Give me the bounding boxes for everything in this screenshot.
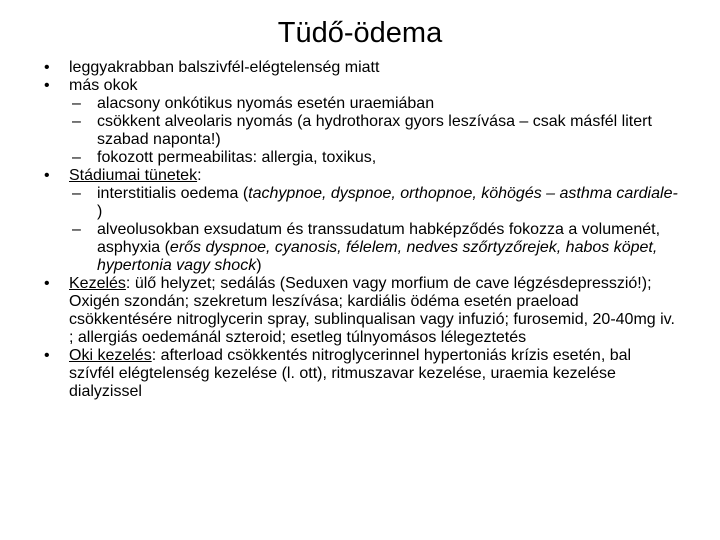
section-label: Kezelés — [69, 275, 126, 292]
bullet-item — [40, 77, 680, 95]
bullet-item — [40, 275, 680, 347]
bullet-marker: • — [44, 77, 50, 94]
sub-bullet-text: csökkent alveolaris nyomás (a hydrothorax gyors leszívása – csak másfél litert szabad naponta!) — [97, 113, 652, 148]
sub-bullet-text: ) — [97, 203, 103, 220]
bullet-text: leggyakrabban balszivfél-elégtelenség miatt — [69, 59, 380, 76]
sub-bullet-text: alveolusokban exsudatum és transsudatum habképződés fokozza a volumenét, asphyxia ( — [97, 221, 661, 256]
slide-title: Tüdő-ödema — [277, 17, 443, 49]
bullet-marker: • — [44, 59, 50, 76]
bullet-marker: • — [44, 167, 50, 184]
sub-bullet-item — [40, 95, 680, 113]
bullet-item — [40, 167, 680, 185]
bullet-item — [40, 347, 680, 401]
dash-marker: – — [72, 149, 81, 166]
symptoms-text: tachypnoe, dyspnoe, orthopnoe, köhögés – asthma cardiale- — [248, 185, 678, 202]
dash-marker: – — [72, 95, 81, 112]
sub-bullet-text: ) — [256, 257, 262, 274]
bullet-item — [40, 59, 680, 77]
sub-bullet-text: fokozott permeabilitas: allergia, toxikus, — [97, 149, 377, 166]
sub-bullet-item — [40, 149, 680, 167]
symptoms-text: erős dyspnoe, cyanosis, félelem, nedves szőrtyzőrejek, habos köpet, hypertonia vagy shock — [97, 239, 658, 274]
bullet-text: : afterload csökkentés nitroglycerinnel hypertoniás krízis esetén, bal szívfél elégtelenség kezelése (l. ott), ritmuszavar kezelése, uraemia kezelése dialyzissel — [69, 347, 632, 400]
dash-marker: – — [72, 221, 81, 238]
sub-bullet-item — [40, 221, 680, 275]
sub-bullet-item — [40, 113, 680, 149]
dash-marker: – — [72, 113, 81, 130]
dash-marker: – — [72, 185, 81, 202]
bullet-text: más okok — [69, 77, 138, 94]
bullet-list — [40, 59, 680, 401]
sub-bullet-text: interstitialis oedema ( — [97, 185, 249, 202]
sub-bullet-item — [40, 185, 680, 221]
bullet-marker: • — [44, 275, 50, 292]
bullet-marker: • — [44, 347, 50, 364]
bullet-text: : — [197, 167, 202, 184]
section-label: Stádiumai tünetek — [69, 167, 198, 184]
section-label: Oki kezelés — [69, 347, 152, 364]
sub-bullet-text: alacsony onkótikus nyomás esetén uraemiában — [97, 95, 435, 112]
bullet-text: : ülő helyzet; sedálás (Seduxen vagy morfium de cave légzésdepresszió!); Oxigén szondán; szekretum leszívása; kardiális ödéma esetén praeload csökkentésére nitroglycerin spray, sublinqualisan vagy infuzió; furosemid, 20-40mg iv. ; allergiás oedemánál szteroid; esetleg túlnyomásos lélegeztetés — [69, 275, 675, 346]
